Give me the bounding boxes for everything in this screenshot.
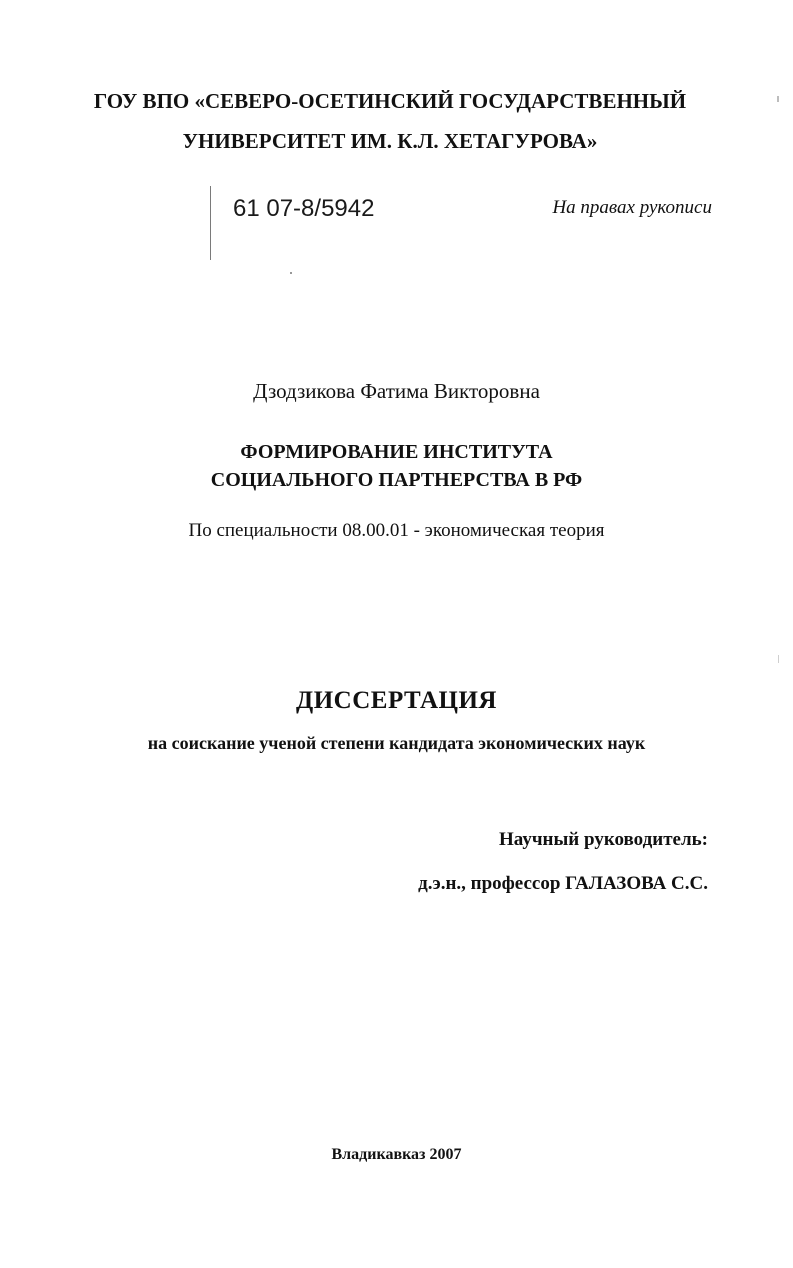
author-name: Дзодзикова Фатима Викторовна <box>253 379 540 403</box>
specialty-line: По специальности 08.00.01 - экономическая теория <box>188 520 605 541</box>
institution-line-1: ГОУ ВПО «СЕВЕРО-ОСЕТИНСКИЙ ГОСУДАРСТВЕННЫЙ <box>93 89 687 113</box>
rights-note: На правах рукописи <box>552 197 712 218</box>
supervisor-label: Научный руководитель: <box>499 829 708 850</box>
dissertation-title-line-2: СОЦИАЛЬНОГО ПАРТНЕРСТВА В РФ <box>210 469 583 491</box>
library-call-number: 61 07-8/5942 <box>233 195 375 222</box>
document-type-heading: ДИССЕРТАЦИЯ <box>296 687 497 714</box>
scan-mark <box>777 96 779 102</box>
institution-line-2: УНИВЕРСИТЕТ ИМ. К.Л. ХЕТАГУРОВА» <box>182 129 598 153</box>
scan-speck <box>290 272 292 274</box>
library-stamp-rule <box>210 186 211 260</box>
dissertation-title-line-1: ФОРМИРОВАНИЕ ИНСТИТУТА <box>240 441 553 463</box>
city-and-year: Владикавказ 2007 <box>331 1146 462 1163</box>
degree-line: на соискание ученой степени кандидата экономических наук <box>147 733 646 753</box>
supervisor-name: д.э.н., профессор ГАЛАЗОВА С.С. <box>418 873 708 894</box>
scan-mark-right <box>778 655 779 663</box>
